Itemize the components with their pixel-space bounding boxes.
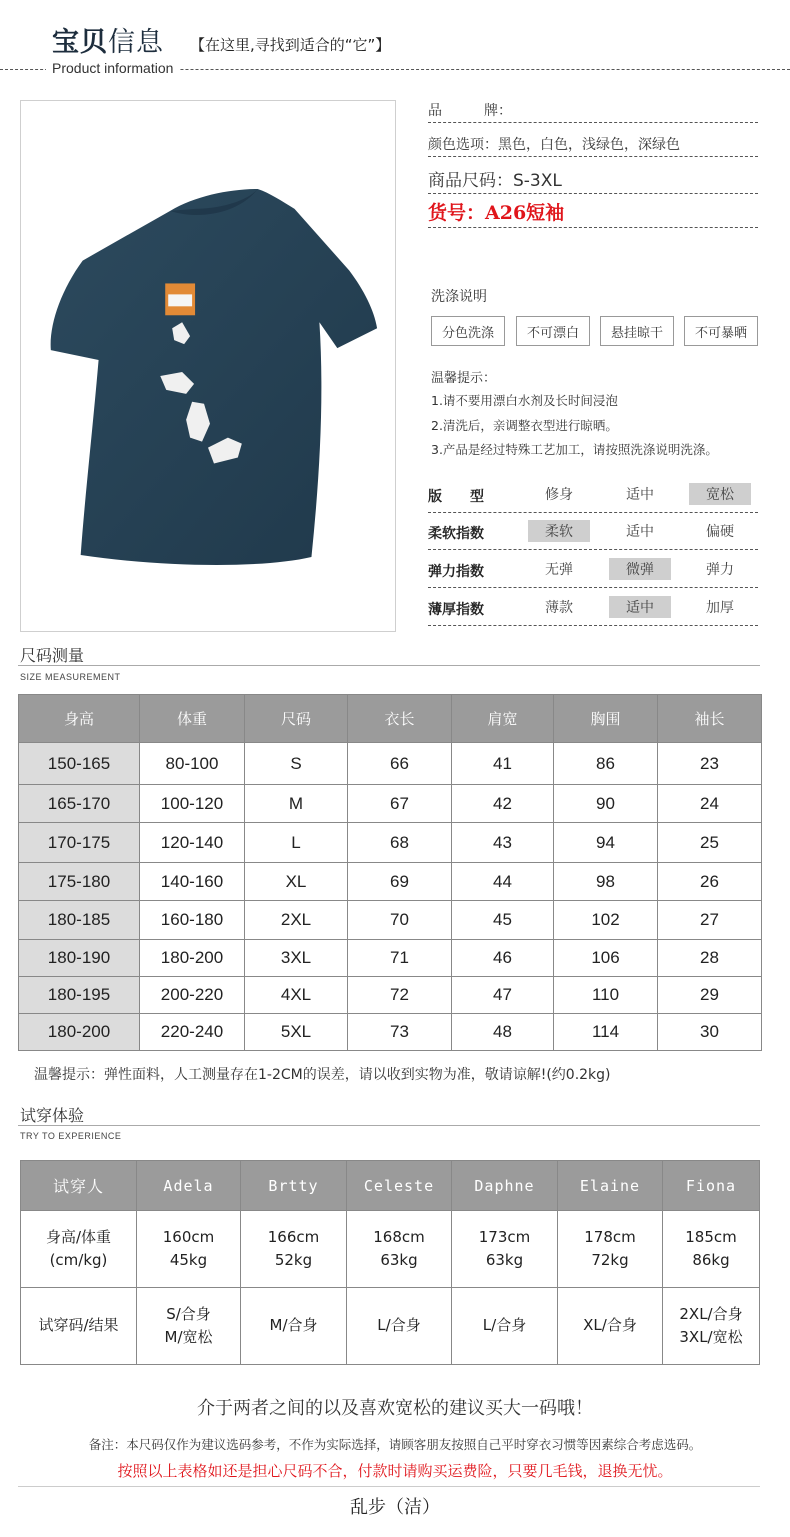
- size-table-row: [19, 743, 762, 785]
- tshirt-image: [21, 101, 395, 631]
- attr-label: 柔软指数: [428, 526, 484, 542]
- try-row-label: [21, 1211, 137, 1288]
- size-table-cell: 94: [554, 823, 658, 863]
- size-table: [18, 694, 762, 1051]
- size-table-cell: 106: [554, 940, 658, 977]
- try-table-header: [21, 1161, 760, 1211]
- tips-title: 温馨提示：: [431, 371, 497, 386]
- size-note: 温馨提示：弹性面料，人工测量存在1-2CM的误差，请以收到实物为准，敬请谅解!(约0.2kg): [34, 1067, 611, 1083]
- try-cell: [241, 1288, 347, 1365]
- try-cell-line: 173cm: [478, 1227, 531, 1246]
- try-header-model: Daphne: [452, 1161, 558, 1211]
- attr-elasticity: [428, 552, 758, 588]
- try-cell: [663, 1288, 760, 1365]
- header-weight: 体重: [140, 695, 245, 743]
- try-cell: [347, 1211, 452, 1288]
- size-table-cell: 72: [348, 977, 452, 1014]
- size-table-cell: 150-165: [19, 743, 140, 785]
- header-slogan: 【在这里,寻找到适合的“它”】: [190, 36, 391, 54]
- try-cell-line: XL/合身: [583, 1316, 637, 1335]
- try-cell: [347, 1288, 452, 1365]
- try-cell-line: 3XL/宽松: [679, 1328, 743, 1346]
- tip-item: 2.清洗后，亲调整衣型进行晾晒。: [431, 418, 618, 433]
- size-table-cell: 3XL: [245, 940, 348, 977]
- size-table-cell: 120-140: [140, 823, 245, 863]
- color-options-line: 颜色选项：黑色，白色，浅绿色，深绿色: [428, 134, 758, 157]
- size-table-cell: 48: [452, 1014, 554, 1051]
- size-table-cell: 23: [658, 743, 762, 785]
- size-table-cell: 2XL: [245, 901, 348, 940]
- size-table-cell: 180-185: [19, 901, 140, 940]
- size-table-cell: 80-100: [140, 743, 245, 785]
- header-sleeve: 袖长: [658, 695, 762, 743]
- size-table-cell: 165-170: [19, 785, 140, 823]
- size-table-cell: 28: [658, 940, 762, 977]
- size-table-row: [19, 785, 762, 823]
- size-table-cell: 66: [348, 743, 452, 785]
- size-table-row: [19, 1014, 762, 1051]
- size-table-cell: 29: [658, 977, 762, 1014]
- try-cell-line: 63kg: [380, 1251, 418, 1269]
- size-table-cell: 43: [452, 823, 554, 863]
- try-row-label-line: (cm/kg): [49, 1251, 108, 1269]
- size-table-cell: 98: [554, 863, 658, 901]
- try-cell-line: 168cm: [373, 1227, 425, 1246]
- header-size: 尺码: [245, 695, 348, 743]
- size-section-subtitle: SIZE MEASUREMENT: [20, 672, 121, 682]
- product-photo: [20, 100, 396, 632]
- try-row-label-line: 身高/体重: [45, 1227, 112, 1246]
- attr-option: 加厚: [706, 600, 734, 616]
- size-table-cell: 170-175: [19, 823, 140, 863]
- try-cell-line: 86kg: [692, 1251, 730, 1269]
- attr-label: 弹力指数: [428, 564, 484, 580]
- size-range-line: 商品尺码：S-3XL: [428, 166, 758, 194]
- size-table-cell: 45: [452, 901, 554, 940]
- size-table-cell: 67: [348, 785, 452, 823]
- attr-fit: [428, 477, 758, 513]
- try-row-height-weight: [21, 1211, 760, 1288]
- size-table-cell: 27: [658, 901, 762, 940]
- attr-option: 微弹: [609, 558, 671, 580]
- brand-line: 品 牌：: [428, 100, 758, 123]
- sizing-advice: 介于两者之间的以及喜欢宽松的建议买大一码哦！: [197, 1398, 593, 1419]
- size-table-cell: 42: [452, 785, 554, 823]
- size-table-cell: 5XL: [245, 1014, 348, 1051]
- size-table-cell: 73: [348, 1014, 452, 1051]
- tip-item: 1.请不要用漂白水剂及长时间浸泡: [431, 393, 618, 408]
- try-cell-line: L/合身: [377, 1316, 421, 1335]
- shipping-insurance-note: 按照以上表格如还是担心尺码不合，付款时请购买运费险，只要几毛钱，退换无忧。: [117, 1462, 673, 1480]
- footer-text: 乱步（洁）: [350, 1497, 440, 1518]
- try-header-model: Brtty: [241, 1161, 347, 1211]
- size-table-cell: 44: [452, 863, 554, 901]
- attr-option: 适中: [626, 487, 654, 503]
- try-on-table: [20, 1160, 760, 1365]
- attr-label: 版 型: [428, 489, 484, 505]
- try-header-model: Adela: [137, 1161, 241, 1211]
- size-table-cell: 114: [554, 1014, 658, 1051]
- attr-option: 薄款: [545, 600, 573, 616]
- page-title: 宝贝信息: [52, 27, 164, 58]
- try-cell: [452, 1288, 558, 1365]
- attr-option: 无弹: [545, 562, 573, 578]
- try-cell-line: 72kg: [591, 1251, 629, 1269]
- size-table-cell: L: [245, 823, 348, 863]
- size-table-cell: 102: [554, 901, 658, 940]
- attr-option: 偏硬: [706, 524, 734, 540]
- wash-tag-no-bleach: 不可漂白: [516, 316, 590, 346]
- try-row-result: [21, 1288, 760, 1365]
- size-table-cell: 70: [348, 901, 452, 940]
- header-height: 身高: [19, 695, 140, 743]
- size-table-cell: 47: [452, 977, 554, 1014]
- size-table-row: [19, 863, 762, 901]
- header-chest: 胸围: [554, 695, 658, 743]
- size-table-cell: 71: [348, 940, 452, 977]
- size-table-cell: 200-220: [140, 977, 245, 1014]
- size-table-cell: 4XL: [245, 977, 348, 1014]
- attr-thickness: [428, 590, 758, 626]
- try-cell-line: S/合身: [166, 1304, 211, 1323]
- size-table-cell: 69: [348, 863, 452, 901]
- try-section-subtitle: TRY TO EXPERIENCE: [20, 1131, 122, 1141]
- try-header-model: Fiona: [663, 1161, 760, 1211]
- try-header-model: Celeste: [347, 1161, 452, 1211]
- attr-label: 薄厚指数: [428, 602, 484, 618]
- attr-option: 修身: [545, 487, 573, 503]
- size-table-cell: M: [245, 785, 348, 823]
- attr-option: 适中: [609, 596, 671, 618]
- try-cell: [137, 1211, 241, 1288]
- try-cell-line: 45kg: [169, 1251, 208, 1269]
- try-cell-line: M/宽松: [164, 1328, 213, 1346]
- attr-option: 柔软: [528, 520, 590, 542]
- try-cell-line: 52kg: [274, 1251, 313, 1269]
- try-cell: [241, 1211, 347, 1288]
- header-subtitle: Product information: [46, 60, 179, 76]
- wash-tag-hang-dry: 悬挂晾干: [600, 316, 674, 346]
- size-table-cell: 68: [348, 823, 452, 863]
- size-table-cell: 26: [658, 863, 762, 901]
- try-cell: [452, 1211, 558, 1288]
- size-table-cell: S: [245, 743, 348, 785]
- size-table-cell: 180-200: [140, 940, 245, 977]
- size-table-cell: 160-180: [140, 901, 245, 940]
- size-table-cell: XL: [245, 863, 348, 901]
- attr-option: 宽松: [689, 483, 751, 505]
- size-table-cell: 180-195: [19, 977, 140, 1014]
- try-cell-line: 2XL/合身: [679, 1304, 743, 1323]
- attr-softness: [428, 514, 758, 550]
- remark-note: 备注：本尺码仅作为建议选码参考，不作为实际选择，请顾客朋友按照自己平时穿衣习惯等因素综合考虑选码。: [88, 1437, 702, 1452]
- try-cell: [558, 1288, 663, 1365]
- try-cell-line: 63kg: [485, 1251, 524, 1269]
- size-table-cell: 46: [452, 940, 554, 977]
- size-table-cell: 100-120: [140, 785, 245, 823]
- size-table-row: [19, 940, 762, 977]
- try-section-title: 试穿体验: [20, 1106, 85, 1125]
- size-table-cell: 90: [554, 785, 658, 823]
- footer-divider: [18, 1486, 760, 1487]
- wash-tag-no-sun: 不可暴晒: [684, 316, 758, 346]
- size-table-cell: 140-160: [140, 863, 245, 901]
- size-table-cell: 25: [658, 823, 762, 863]
- header-shoulder: 肩宽: [452, 695, 554, 743]
- try-cell-line: 178cm: [584, 1227, 636, 1246]
- try-section-divider: [18, 1125, 760, 1126]
- size-table-cell: 30: [658, 1014, 762, 1051]
- size-table-cell: 180-190: [19, 940, 140, 977]
- try-cell-line: 160cm: [162, 1227, 215, 1246]
- size-table-row: [19, 901, 762, 940]
- try-header-model: Elaine: [558, 1161, 663, 1211]
- size-section-divider: [18, 665, 760, 666]
- size-table-cell: 220-240: [140, 1014, 245, 1051]
- wash-tag-separate: 分色洗涤: [431, 316, 505, 346]
- try-cell-line: 185cm: [685, 1227, 737, 1246]
- size-table-cell: 175-180: [19, 863, 140, 901]
- try-row-label: 试穿码/结果: [21, 1288, 137, 1365]
- size-table-cell: 86: [554, 743, 658, 785]
- attr-option: 弹力: [706, 562, 734, 578]
- try-cell: [663, 1211, 760, 1288]
- try-cell: [558, 1211, 663, 1288]
- size-table-cell: 41: [452, 743, 554, 785]
- item-number-line: 货号：A26短袖: [428, 198, 758, 228]
- size-table-cell: 24: [658, 785, 762, 823]
- tip-item: 3.产品是经过特殊工艺加工，请按照洗涤说明洗涤。: [431, 442, 718, 457]
- try-cell-line: L/合身: [482, 1316, 527, 1335]
- attr-option: 适中: [626, 524, 654, 540]
- header-length: 衣长: [348, 695, 452, 743]
- size-table-row: [19, 823, 762, 863]
- size-table-row: [19, 977, 762, 1014]
- wash-instructions-title: 洗涤说明: [431, 289, 487, 305]
- size-table-cell: 180-200: [19, 1014, 140, 1051]
- try-header-label: 试穿人: [21, 1161, 137, 1211]
- try-cell-line: M/合身: [269, 1316, 318, 1335]
- size-table-cell: 110: [554, 977, 658, 1014]
- size-table-header: [19, 695, 762, 743]
- size-section-title: 尺码测量: [20, 646, 85, 665]
- try-cell: [137, 1288, 241, 1365]
- try-cell-line: 166cm: [267, 1227, 320, 1246]
